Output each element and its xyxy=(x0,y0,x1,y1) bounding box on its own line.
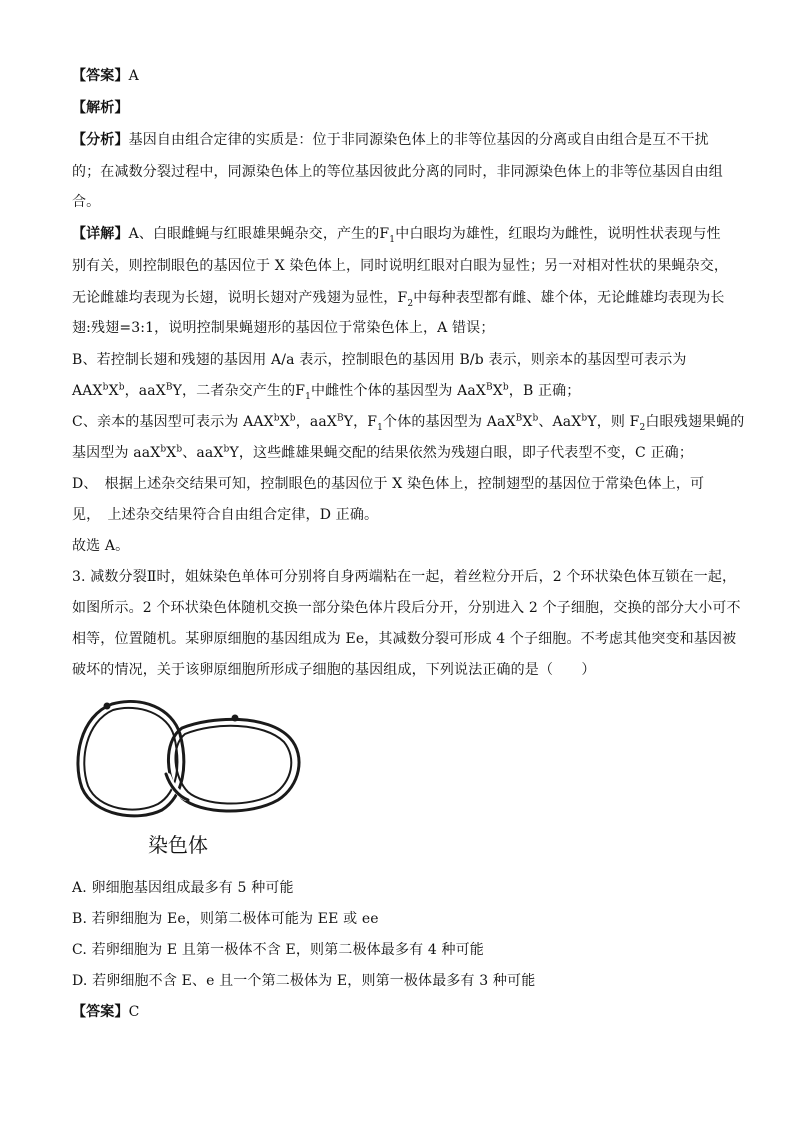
figure-caption: 染色体 xyxy=(148,833,208,857)
option-a: A. 卵细胞基因组成最多有 5 种可能 xyxy=(72,880,294,896)
text: X xyxy=(279,414,290,430)
option-d: D. 若卵细胞不含 E、e 且一个第二极体为 E，则第一极体最多有 3 种可能 xyxy=(72,973,536,989)
superscript: b xyxy=(502,382,509,393)
left-ring-inner xyxy=(84,708,177,810)
centromere-right xyxy=(232,715,238,721)
superscript: b xyxy=(223,444,230,455)
analysis-label: 【分析】 xyxy=(72,132,129,148)
superscript: b xyxy=(532,413,539,424)
text: A、白眼雌蝇与红眼雄果蝇杂交，产生的F xyxy=(128,226,390,242)
superscript: b xyxy=(160,444,167,455)
analysis-line-3: 合。 xyxy=(72,194,101,210)
text: 中每种表型都有雌、雄个体，无论雌雄均表现为长 xyxy=(413,290,725,306)
answer-label: 【答案】 xyxy=(72,1004,129,1020)
answer-label: 【答案】 xyxy=(72,68,129,84)
detail-line-4: 翅:残翅=3:1，说明控制果蝇翅形的基因位于常染色体上，A 错误； xyxy=(72,320,495,336)
text: 个体的基因型为 AaX xyxy=(383,414,516,430)
centromere-left xyxy=(104,703,110,709)
detail-line-3 xyxy=(72,288,725,308)
text: 无论雌雄均表现为长翅，说明长翅对产残翅为显性，F xyxy=(72,290,408,306)
superscript: B xyxy=(336,413,344,424)
subscript: 1 xyxy=(389,234,396,245)
superscript: b xyxy=(118,382,125,393)
superscript: B xyxy=(515,413,523,424)
analysis-text: 基因自由组合定律的实质是：位于非同源染色体上的非等位基因的分离或自由组合是互不干扰 xyxy=(128,132,709,148)
superscript: b xyxy=(289,413,296,424)
question-3-line-1: 3. 减数分裂Ⅱ时，姐妹染色单体可分别将自身两端粘在一起，着丝粒分开后，2 个环状染色体互锁在一起， xyxy=(72,569,737,585)
right-ring-inner xyxy=(175,726,291,804)
question-3-line-2: 如图所示。2 个环状染色体随机交换一部分染色体片段后分开，分别进入 2 个子细胞，交换的部分大小可不 xyxy=(72,600,741,616)
answer-value: A xyxy=(128,68,139,84)
detail-d-line-2: 见， 上述杂交结果符合自由组合定律，D 正确。 xyxy=(72,507,379,523)
text: Y，F xyxy=(343,414,378,430)
analysis-line-2: 的；在减数分裂过程中，同源染色体上的等位基因彼此分离的同时，非同源染色体上的非等位基因自由组 xyxy=(72,164,723,180)
question-3-line-4: 破坏的情况，关于该卵原细胞所形成子细胞的基因组成，下列说法正确的是（ ） xyxy=(72,662,596,678)
text: Y，则 F xyxy=(587,414,640,430)
interlocked-ring-chromosomes-figure xyxy=(72,694,308,820)
text: X xyxy=(166,445,177,461)
superscript: b xyxy=(273,413,280,424)
analysis-line-1 xyxy=(72,130,709,150)
detail-conclusion: 故选 A。 xyxy=(72,538,130,554)
detail-b-line-1: B、若控制长翅和残翅的基因用 A/a 表示，控制眼色的基因用 B/b 表示，则亲本的基因型可表示为 xyxy=(72,352,687,368)
superscript: b xyxy=(102,382,109,393)
text: 、aaX xyxy=(182,445,224,461)
subscript: 2 xyxy=(407,298,414,309)
text: X xyxy=(108,383,119,399)
detail-line-2: 别有关，则控制眼色的基因位于 X 染色体上，同时说明红眼对白眼为显性；另一对相对性状的果蝇杂交， xyxy=(72,258,729,274)
detail-label: 【详解】 xyxy=(72,226,129,242)
superscript: b xyxy=(176,444,183,455)
detail-d-line-1: D、 根据上述杂交结果可知，控制眼色的基因位于 X 染色体上，控制翅型的基因位于常染色体上，可 xyxy=(72,476,705,492)
option-b: B. 若卵细胞为 Ee，则第二极体可能为 EE 或 ee xyxy=(72,911,379,927)
text: Y，这些雌雄果蝇交配的结果依然为残翅白眼，即子代表型不变，C 正确； xyxy=(229,445,693,461)
question-3-line-3: 相等，位置随机。某卵原细胞的基因组成为 Ee，其减数分裂可形成 4 个子细胞。不考虑其他突变和基因被 xyxy=(72,631,737,647)
text: 白眼残翅果蝇的 xyxy=(645,414,745,430)
superscript: B xyxy=(485,382,493,393)
superscript: B xyxy=(165,382,173,393)
text: ，B 正确； xyxy=(508,383,581,399)
text: 、AaX xyxy=(538,414,582,430)
detail-line-1 xyxy=(72,224,721,244)
answer-3 xyxy=(72,1002,139,1022)
subscript: 1 xyxy=(305,391,311,402)
answer-value: C xyxy=(128,1004,140,1020)
text: AAX xyxy=(72,383,103,399)
option-c: C. 若卵细胞为 E 且第一极体不含 E，则第二极体最多有 4 种可能 xyxy=(72,942,484,958)
text: X xyxy=(522,414,533,430)
analysis-heading: 【解析】 xyxy=(72,100,129,116)
text: 基因型为 aaX xyxy=(72,445,161,461)
text: 中雌性个体的基因型为 AaX xyxy=(311,383,486,399)
text: Y，二者杂交产生的F xyxy=(172,383,306,399)
superscript: b xyxy=(581,413,588,424)
subscript: 2 xyxy=(639,422,646,433)
text: ，aaX xyxy=(295,414,337,430)
detail-c-line-2 xyxy=(72,443,693,463)
subscript: 1 xyxy=(377,422,384,433)
detail-c-line-1 xyxy=(72,412,744,432)
text: X xyxy=(492,383,503,399)
text: C、亲本的基因型可表示为 AAX xyxy=(72,414,274,430)
text: ，aaX xyxy=(124,383,166,399)
text: 中白眼均为雄性，红眼均为雌性，说明性状表现与性 xyxy=(395,226,721,242)
answer-1 xyxy=(72,66,139,86)
detail-b-line-2 xyxy=(72,381,580,401)
